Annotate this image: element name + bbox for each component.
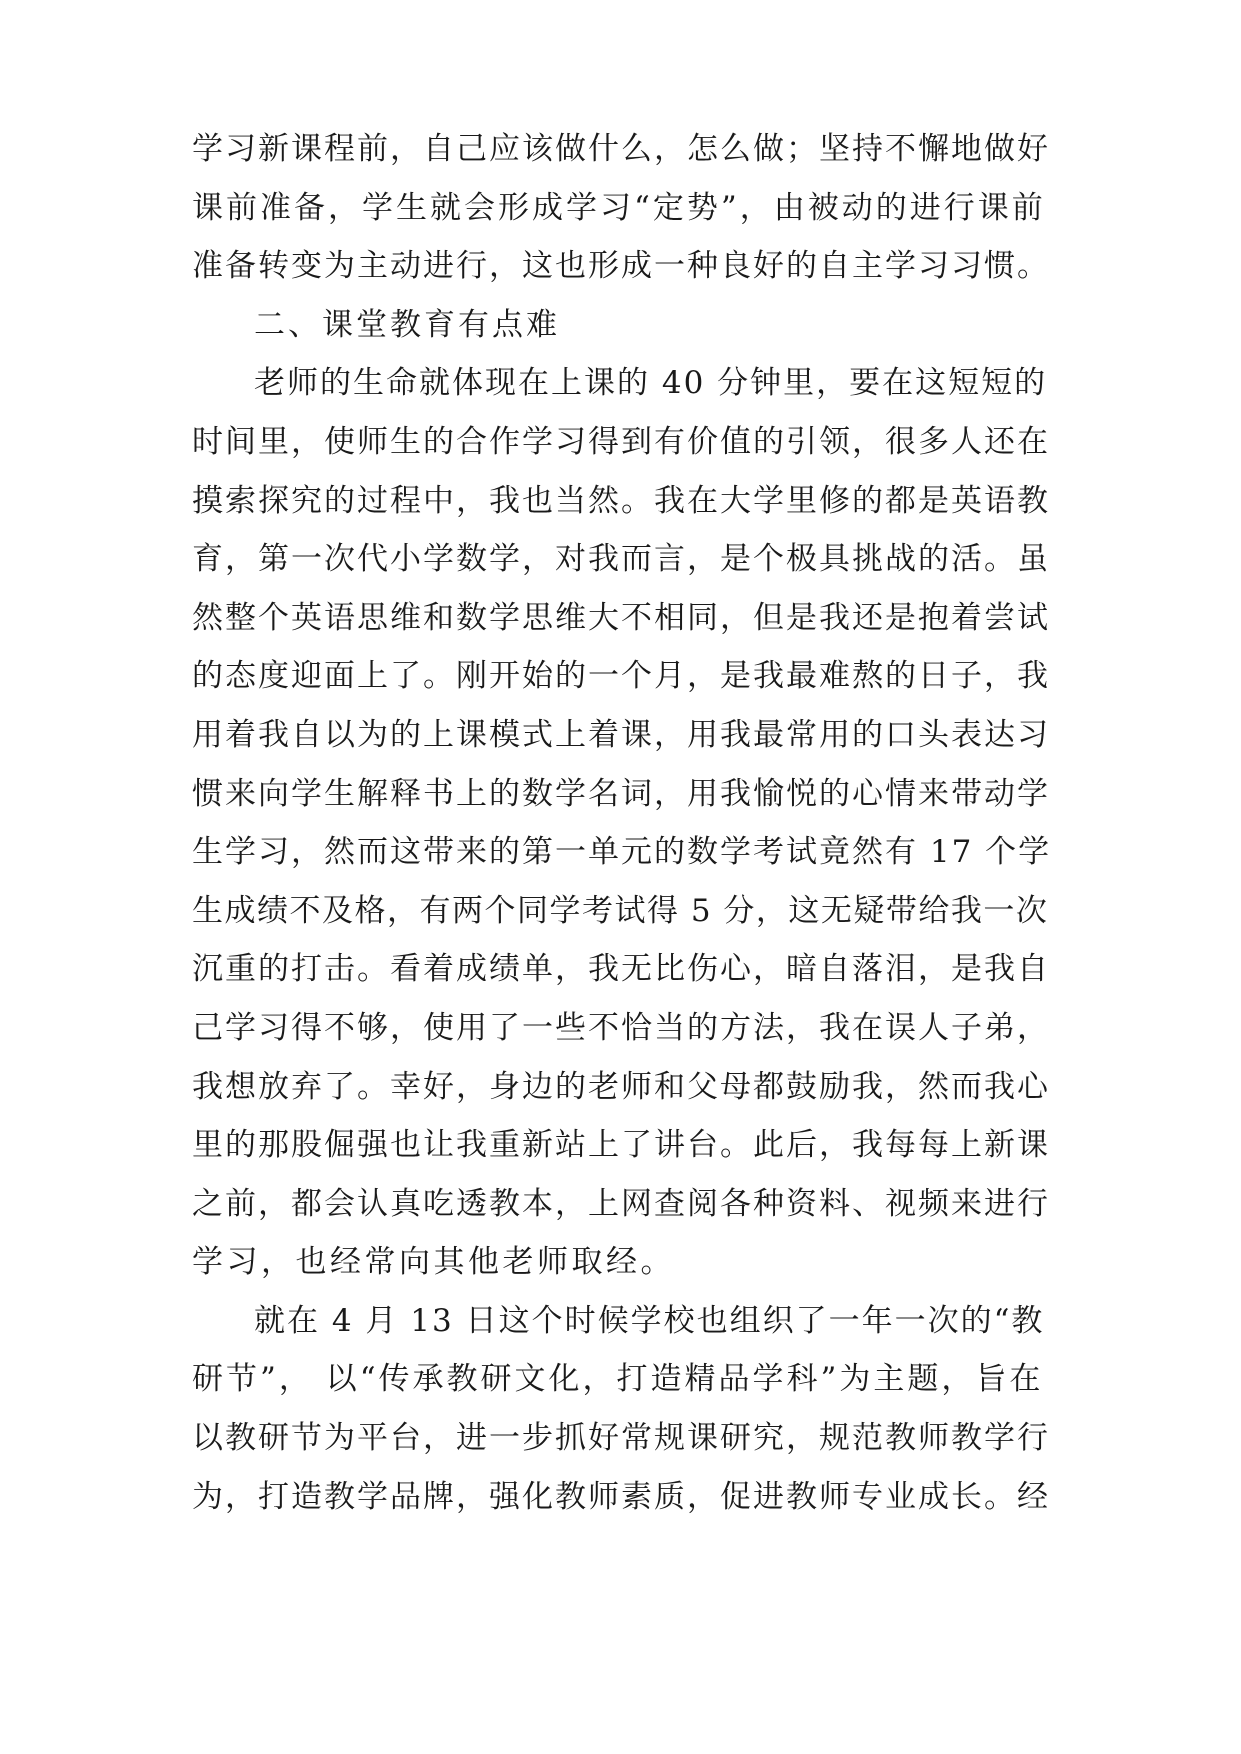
paragraph-line: 沉重的打击。看着成绩单，我无比伤心，暗自落泪，是我自 — [192, 951, 1050, 988]
paragraph-line: 学习新课程前，自己应该做什么，怎么做；坚持不懈地做好 — [192, 131, 1050, 167]
paragraph-line: 为，打造教学品牌，强化教师素质，促进教师专业成长。经 — [192, 1478, 1050, 1515]
paragraph-line: 里的那股倔强也让我重新站上了讲台。此后，我每每上新课 — [192, 1127, 1050, 1164]
section-heading: 二、课堂教育有点难 — [254, 306, 560, 343]
paragraph-line: 准备转变为主动进行，这也形成一种良好的自主学习习惯。 — [192, 248, 1050, 285]
paragraph-line: 时间里，使师生的合作学习得到有价值的引领，很多人还在 — [192, 423, 1050, 460]
paragraph-line: 学习，也经常向其他老师取经。 — [192, 1244, 675, 1281]
paragraph-line: 摸索探究的过程中，我也当然。我在大学里修的都是英语教 — [192, 482, 1050, 519]
paragraph-line: 生成绩不及格，有两个同学考试得 5 分，这无疑带给我一次 — [192, 892, 1049, 929]
paragraph-line: 的态度迎面上了。刚开始的一个月，是我最难熬的日子，我 — [192, 658, 1050, 695]
body-text — [192, 120, 1052, 1526]
paragraph-line: 育，第一次代小学数学，对我而言，是个极具挑战的活。虽 — [192, 541, 1050, 578]
paragraph-line: 以教研节为平台，进一步抓好常规课研究，规范教师教学行 — [192, 1420, 1050, 1457]
paragraph-line: 就在 4 月 13 日这个时候学校也组织了一年一次的“教 — [254, 1302, 1045, 1339]
paragraph-line: 用着我自以为的上课模式上着课，用我最常用的口头表达习 — [192, 716, 1050, 753]
paragraph-line: 课前准备，学生就会形成学习“定势”，由被动的进行课前 — [192, 189, 1046, 226]
paragraph-line: 研节”， 以“传承教研文化，打造精品学科”为主题，旨在 — [192, 1361, 1044, 1398]
paragraph-line: 惯来向学生解释书上的数学名词，用我愉悦的心情来带动学 — [192, 775, 1050, 812]
paragraph-line: 老师的生命就体现在上课的 40 分钟里，要在这短短的 — [254, 365, 1048, 402]
paragraph-line: 己学习得不够，使用了一些不恰当的方法，我在误人子弟， — [192, 1009, 1050, 1046]
paragraph-line: 然整个英语思维和数学思维大不相同，但是我还是抱着尝试 — [192, 599, 1050, 636]
paragraph-line: 我想放弃了。幸好，身边的老师和父母都鼓励我，然而我心 — [192, 1068, 1050, 1105]
paragraph-line: 之前，都会认真吃透教本，上网查阅各种资料、视频来进行 — [192, 1185, 1050, 1222]
paragraph-line: 生学习，然而这带来的第一单元的数学考试竟然有 17 个学 — [192, 834, 1052, 871]
